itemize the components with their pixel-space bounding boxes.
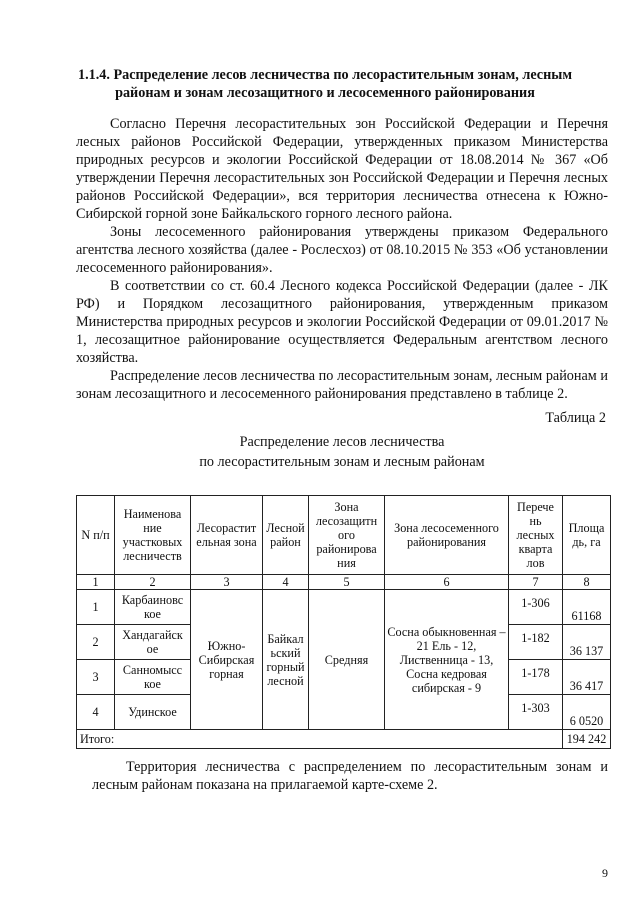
header-protection-zone: Зона лесозащитн ого районирова ния	[309, 496, 385, 575]
closing-paragraph: Территория лесничества с распределением по лесорастительным зонам и лесным районам показана на прилагаемой карте-схеме 2.	[92, 759, 608, 793]
header-forest-district: Лесной район	[263, 496, 309, 575]
forest-district-cell: Байкал ьский горный лесной	[263, 590, 309, 730]
column-number: 6	[385, 575, 509, 590]
row-number: 1	[77, 590, 115, 625]
row-quarters: 1-306	[509, 590, 563, 625]
column-number: 7	[509, 575, 563, 590]
row-district-name: Санномысс кое	[115, 660, 191, 695]
section-heading-line-1: 1.1.4. Распределение лесов лесничества по лесорастительным зонам, лесным	[77, 67, 573, 83]
page-number: 9	[602, 866, 608, 880]
row-district-name: Карбаиновс кое	[115, 590, 191, 625]
paragraph-1: Согласно Перечня лесорастительных зон Российской Федерации и Перечня лесных районов Российской Федерации, утвержденных приказом Министерства природных ресурсов и экологии Российской Федерации от 18.08.2014 № 367 «Об утверждении Перечня лесорастительных зон Российской Федерации и Перечня лесных районов Российской Федерации», вся территория лесничества отнесена к Южно-Сибирской горной зоне Байкальского горного лесного района.	[76, 116, 608, 222]
column-number: 3	[191, 575, 263, 590]
total-value: 194 242	[563, 730, 611, 749]
forest-zone-cell: Южно-Сибирская горная	[191, 590, 263, 730]
seed-zone-cell: Сосна обыкновенная – 21 Ель - 12, Лиственница - 13, Сосна кедровая сибирская - 9	[385, 590, 509, 730]
row-quarters: 1-182	[509, 625, 563, 660]
row-area: 36 417	[563, 660, 611, 695]
row-number: 3	[77, 660, 115, 695]
column-number: 5	[309, 575, 385, 590]
row-district-name: Хандагайск ое	[115, 625, 191, 660]
protection-zone-cell: Средняя	[309, 590, 385, 730]
paragraph-3: В соответствии со ст. 60.4 Лесного кодекса Российской Федерации (далее - ЛК РФ) и Порядком лесозащитного районирования, утвержденным приказом Министерства природных ресурсов и экологии Российской Федерации от 09.01.2017 № 1, лесозащитное районирование осуществляется Федеральным агентством лесного хозяйства.	[76, 278, 608, 366]
section-heading	[60, 66, 590, 102]
row-area: 6 0520	[563, 695, 611, 730]
total-row	[77, 730, 611, 749]
column-number-row	[77, 575, 611, 590]
header-district-name: Наименова ние участковых лесничеств	[115, 496, 191, 575]
section-heading-line-2: районам и зонам лесозащитного и лесосеменного районирования	[115, 85, 535, 101]
row-number: 4	[77, 695, 115, 730]
paragraph-4: Распределение лесов лесничества по лесорастительным зонам, лесным районам и зонам лесозащитного и лесосеменного районирования представлено в таблице 2.	[76, 368, 608, 402]
row-district-name: Удинское	[115, 695, 191, 730]
column-number: 8	[563, 575, 611, 590]
header-forest-zone: Лесорастит ельная зона	[191, 496, 263, 575]
paragraph-2: Зоны лесосеменного районирования утверждены приказом Федерального агентства лесного хозяйства (далее - Рослесхоз) от 08.10.2015 № 353 «Об установлении лесосеменного районирования».	[76, 224, 608, 276]
column-number: 2	[115, 575, 191, 590]
table-label: Таблица 2	[545, 410, 606, 426]
header-area: Площа дь, га	[563, 496, 611, 575]
row-quarters: 1-178	[509, 660, 563, 695]
row-number: 2	[77, 625, 115, 660]
column-number: 1	[77, 575, 115, 590]
table-caption-line-1: Распределение лесов лесничества	[239, 434, 445, 450]
total-label: Итого:	[77, 730, 563, 749]
row-area: 61168	[563, 590, 611, 625]
header-number: N п/п	[77, 496, 115, 575]
table-caption-line-2: по лесорастительным зонам и лесным районам	[199, 454, 485, 470]
forest-distribution-table	[76, 495, 611, 749]
header-seed-zone: Зона лесосеменного районирования	[385, 496, 509, 575]
header-quarters: Перече нь лесных кварта лов	[509, 496, 563, 575]
table-header-row	[77, 496, 611, 575]
table-row	[77, 590, 611, 625]
column-number: 4	[263, 575, 309, 590]
row-area: 36 137	[563, 625, 611, 660]
row-quarters: 1-303	[509, 695, 563, 730]
